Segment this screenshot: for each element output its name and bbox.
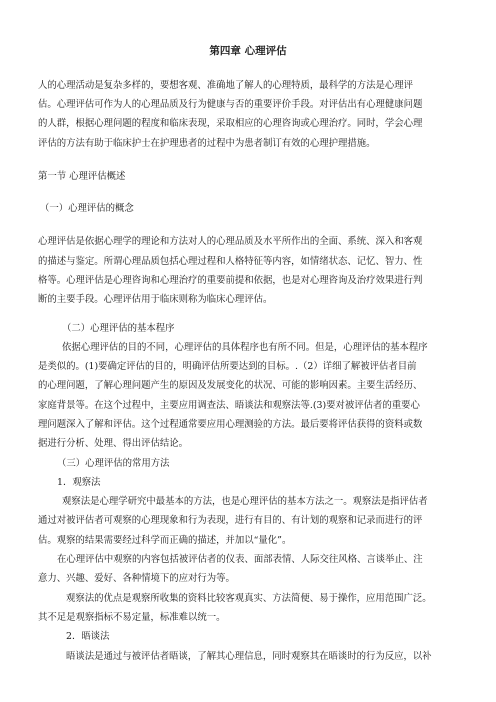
paragraph-line: 依据心理评估的目的不同，心理评估的具体程序也有所不同。但是，心理评估的基本程序 — [62, 342, 428, 353]
paragraph-line: 是类似的。(1)要确定评估的目的，明确评估所要达到的目标。.（2）详细了解被评估者目前 — [38, 361, 417, 372]
paragraph-line: 断的主要手段。心理评估用于临床则称为临床心理评估。 — [38, 294, 273, 305]
paragraph-line: 心理评估是依据心理学的理论和方法对人的心理品质及水平所作出的全面、系统、深入和客观 — [38, 236, 423, 247]
paragraph-line: 据进行分析、处理、得出评估结论。 — [38, 438, 189, 449]
paragraph-line: 其不足是观察指标不易定量，标准难以统一。 — [38, 612, 226, 623]
paragraph-line: 理问题深入了解和评估。这个过程通常要应用心理测验的方法。最后要将评估获得的资料或数 — [38, 419, 423, 430]
paragraph-line: 的心理问题，了解心理问题产生的原因及发展变化的状况、可能的影响因素。主要生活经历、 — [38, 380, 423, 391]
paragraph-line: 的描述与鉴定。所谓心理品质包括心理过程和人格特征等内容，如情绪状态、记忆、智力、性 — [38, 256, 423, 267]
paragraph-line: 人的心理活动是复杂多样的，要想客观、准确地了解人的心理特质，最科学的方法是心理评 — [38, 80, 414, 91]
chapter-title: 第四章 心理评估 — [209, 45, 287, 57]
paragraph-line: 估。心理评估可作为人的心理品质及行为健康与否的重要评价手段。对评估出有心理健康问题 — [38, 99, 423, 110]
subsection-heading: （二）心理评估的基本程序 — [62, 323, 175, 334]
paragraph-line: 观察法是心理学研究中最基本的方法，也是心理评估的基本方法之一。观察法是指评估者 — [62, 496, 428, 507]
paragraph-line: 家庭背景等。在这个过程中，主要应用调查法、晤谈法和观察法等.(3)要对被评估者的重要心 — [38, 400, 420, 411]
method-heading: 2．晤谈法 — [66, 631, 110, 642]
section-heading: 第一节 心理评估概述 — [38, 171, 126, 182]
method-heading: 1．观察法 — [57, 477, 101, 488]
paragraph-line: 晤谈法是通过与被评估者晤谈，了解其心理信息，同时观察其在晤谈时的行为反应，以补 — [66, 651, 432, 662]
subsection-heading: （三）心理评估的常用方法 — [57, 458, 170, 469]
paragraph-line: 在心理评估中观察的内容包括被评估者的仪表、面部表情、人际交往风格、言谈举止、注 — [57, 554, 423, 565]
paragraph-line: 格等。心理评估是心理咨询和心理治疗的重要前提和依据，也是对心理咨询及治疗效果进行判 — [38, 275, 423, 286]
subsection-heading: （一）心理评估的概念 — [40, 203, 134, 214]
paragraph-line: 的人群，根据心理问题的程度和临床表现，采取相应的心理咨询或心理治疗。同时，学会心理 — [38, 118, 423, 129]
paragraph-line: 估。观察的结果需要经过科学而正确的描述，并加以“量化”。 — [38, 535, 292, 546]
paragraph-line: 通过对被评估者可观察的心理现象和行为表现，进行有目的、有计划的观察和记录而进行的评 — [38, 515, 423, 526]
paragraph-line: 评估的方法有助于临床护士在护理患者的过程中为患者制订有效的心理护理措施。 — [38, 138, 376, 149]
paragraph-line: 意力、兴趣、爱好、各种情境下的应对行为等。 — [38, 573, 235, 584]
paragraph-line: 观察法的优点是观察所收集的资料比较客观真实、方法简便、易于操作，应用范围广泛。 — [66, 593, 432, 604]
